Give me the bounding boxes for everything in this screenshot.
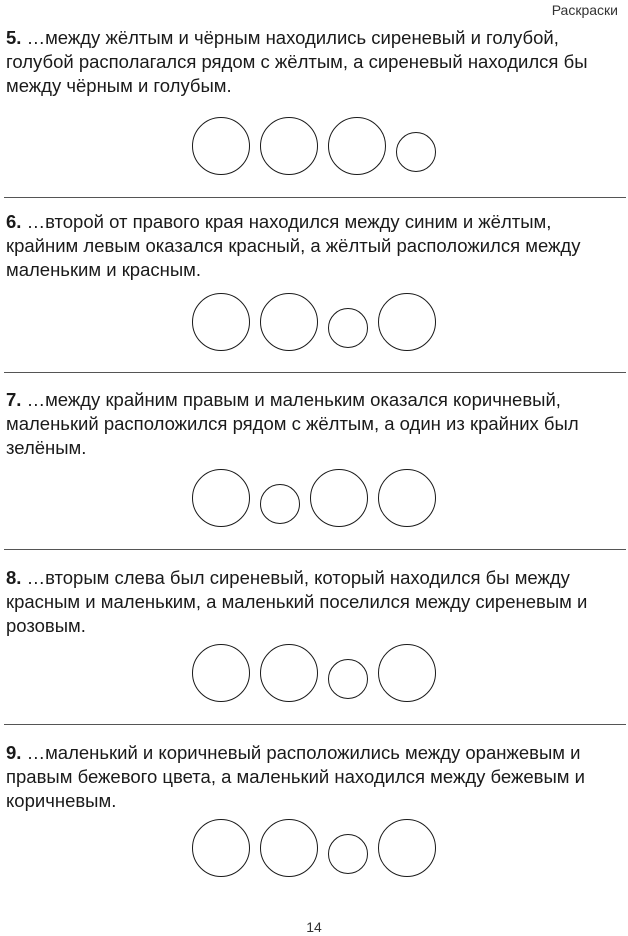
circle-row [0, 466, 628, 530]
circle-large [378, 819, 436, 877]
task-number: 8. [6, 567, 22, 588]
task-body: …между крайним правым и маленьким оказался коричневый, маленький расположился рядом с жёлтым, а один из крайних был зелёным. [6, 389, 579, 458]
task-text [6, 26, 622, 98]
circle-large [192, 293, 250, 351]
circle-large [378, 644, 436, 702]
circle-large [192, 469, 250, 527]
task-body: …между жёлтым и чёрным находились сиреневый и голубой, голубой располагался рядом с жёлтым, а сиреневый находился бы между чёрным и голубым. [6, 27, 588, 96]
circle-large [378, 469, 436, 527]
circle-small [396, 132, 436, 172]
task-text [6, 566, 622, 638]
circle-large [260, 293, 318, 351]
task-number: 9. [6, 742, 22, 763]
task-number: 5. [6, 27, 22, 48]
circle-small [260, 484, 300, 524]
circle-small [328, 834, 368, 874]
divider [4, 724, 626, 725]
section-header: Раскраски [551, 2, 618, 18]
task-body: …вторым слева был сиреневый, который находился бы между красным и маленьким, а маленький поселился между сиреневым и розовым. [6, 567, 588, 636]
task-text [6, 741, 622, 813]
divider [4, 549, 626, 550]
circle-row [0, 816, 628, 880]
task-number: 7. [6, 389, 22, 410]
circle-row [0, 641, 628, 705]
circle-large [260, 819, 318, 877]
circle-large [192, 117, 250, 175]
circle-large [260, 117, 318, 175]
circle-small [328, 308, 368, 348]
divider [4, 197, 626, 198]
circle-large [260, 644, 318, 702]
task-text [6, 388, 622, 460]
circle-row [0, 290, 628, 354]
circle-large [378, 293, 436, 351]
circle-row [0, 114, 628, 178]
circle-large [192, 644, 250, 702]
circle-large [310, 469, 368, 527]
divider [4, 372, 626, 373]
circle-small [328, 659, 368, 699]
circle-large [328, 117, 386, 175]
task-text [6, 210, 622, 282]
task-body: …второй от правого края находился между синим и жёлтым, крайним левым оказался красный, а жёлтый расположился между маленьким и красным. [6, 211, 581, 280]
page-number: 14 [306, 919, 322, 935]
circle-large [192, 819, 250, 877]
task-body: …маленький и коричневый расположились между оранжевым и правым бежевого цвета, а маленький находился между бежевым и коричневым. [6, 742, 585, 811]
task-number: 6. [6, 211, 22, 232]
